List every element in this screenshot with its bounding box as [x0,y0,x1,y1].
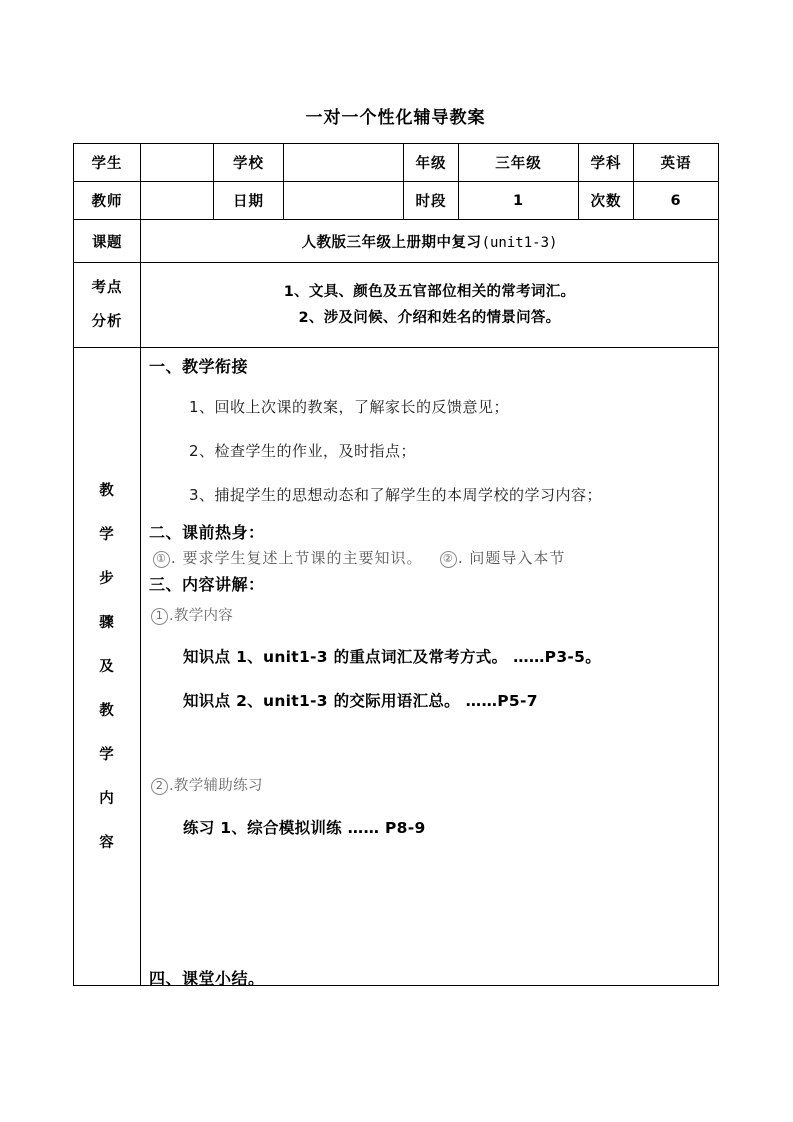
label-exam-analysis-line2: 分析 [91,314,123,330]
steps-label-char: 学 [99,526,115,543]
value-count[interactable]: 6 [634,182,719,220]
value-date[interactable] [284,182,404,220]
steps-label-char: 内 [99,790,115,807]
table-row-steps [74,348,719,986]
content-item-1 [151,604,233,625]
content-item-2 [151,774,263,795]
value-teacher[interactable] [141,182,214,220]
label-topic: 课题 [74,220,141,263]
table-row-topic [74,220,719,263]
steps-label-char: 容 [99,834,115,851]
exam-analysis-item-1: 1、文具、颜色及五官部位相关的常考词汇。 [283,284,576,300]
warmup-item-2-text: . 问题导入本节 [457,549,566,567]
label-teaching-steps [74,348,141,986]
value-grade[interactable]: 三年级 [459,144,579,182]
circled-number-icon: ① [153,551,170,568]
knowledge-point-2: 知识点 2、unit1-3 的交际用语汇总。 ……P5-7 [183,692,538,710]
circled-number-icon: 2 [151,778,168,795]
value-student[interactable] [141,144,214,182]
warmup-item-1-text: . 要求学生复述上节课的主要知识。 [171,549,423,567]
warmup-items [153,547,565,568]
label-date: 日期 [214,182,284,220]
topic-main-text: 人教版三年级上册期中复习 [301,234,482,251]
exercise-1: 练习 1、综合模拟训练 …… P8-9 [183,819,426,837]
steps-label-char: 步 [99,570,115,587]
content-item-2-text: .教学辅助练习 [169,778,263,794]
label-school: 学校 [214,144,284,182]
heading-teaching-link: 一、教学衔接 [149,357,249,376]
topic-unit-suffix: (unit1-3) [481,234,558,251]
value-subject[interactable]: 英语 [634,144,719,182]
steps-label-char: 学 [99,746,115,763]
table-row-student [74,144,719,182]
circled-number-icon: ② [440,551,457,568]
label-exam-analysis-line1: 考点 [91,280,123,296]
exam-analysis-item-2: 2、涉及问候、介绍和姓名的情景问答。 [298,310,561,326]
value-period[interactable]: 1 [459,182,579,220]
value-topic[interactable] [141,220,719,263]
table-row-teacher [74,182,719,220]
steps-label-char: 及 [99,658,115,675]
value-teaching-steps[interactable] [141,348,719,986]
lesson-plan-table [73,143,719,986]
value-school[interactable] [284,144,404,182]
teaching-link-item-2: 2、检查学生的作业，及时指点； [189,442,417,460]
page-title: 一对一个性化辅导教案 [305,108,486,128]
label-period: 时段 [404,182,459,220]
knowledge-point-1: 知识点 1、unit1-3 的重点词汇及常考方式。 ……P3-5。 [183,648,602,666]
heading-class-summary: 四、课堂小结。 [149,969,265,988]
heading-content-explanation: 三、内容讲解： [149,575,265,594]
label-grade: 年级 [404,144,459,182]
value-exam-analysis[interactable] [141,263,719,348]
label-student: 学生 [74,144,141,182]
label-count: 次数 [579,182,634,220]
circled-number-icon: 1 [151,608,168,625]
label-subject: 学科 [579,144,634,182]
teaching-steps-content [141,348,718,988]
steps-label-char: 骤 [99,614,115,631]
heading-warmup: 二、课前热身： [149,523,265,542]
steps-label-char: 教 [99,482,115,499]
teaching-link-item-1: 1、回收上次课的教案，了解家长的反馈意见； [189,398,510,416]
steps-label-char: 教 [99,702,115,719]
label-teacher: 教师 [74,182,141,220]
content-item-1-text: .教学内容 [169,608,234,624]
table-row-analysis [74,263,719,348]
teaching-link-item-3: 3、捕捉学生的思想动态和了解学生的本周学校的学习内容； [189,486,603,504]
label-exam-analysis [74,263,141,348]
